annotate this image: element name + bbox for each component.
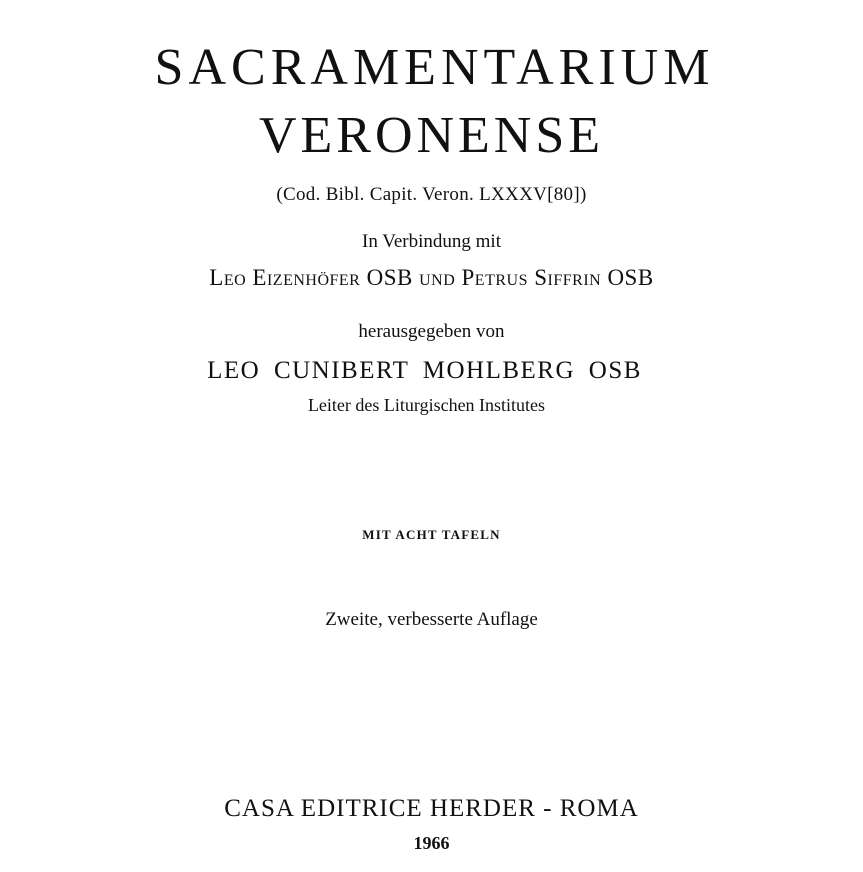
publisher: CASA EDITRICE HERDER - ROMA — [224, 795, 639, 822]
codex-reference: (Cod. Bibl. Capit. Veron. LXXXV[80]) — [276, 184, 587, 205]
collaborators: Leo Eizenhöfer OSB und Petrus Siffrin OSB — [209, 265, 654, 290]
plates-note: MIT ACHT TAFELN — [362, 527, 501, 542]
publication-year: 1966 — [413, 833, 450, 853]
edited-by-label: herausgegeben von — [358, 321, 505, 342]
title-line-2: VERONENSE — [258, 107, 605, 164]
edition-note: Zweite, verbesserte Auflage — [325, 609, 538, 630]
title-line-1: SACRAMENTARIUM — [154, 39, 715, 96]
editor-role: Leiter des Liturgischen Institutes — [307, 395, 546, 415]
in-collaboration-with: In Verbindung mit — [362, 231, 501, 252]
editor-name: LEO CUNIBERT MOHLBERG OSB — [207, 357, 642, 384]
